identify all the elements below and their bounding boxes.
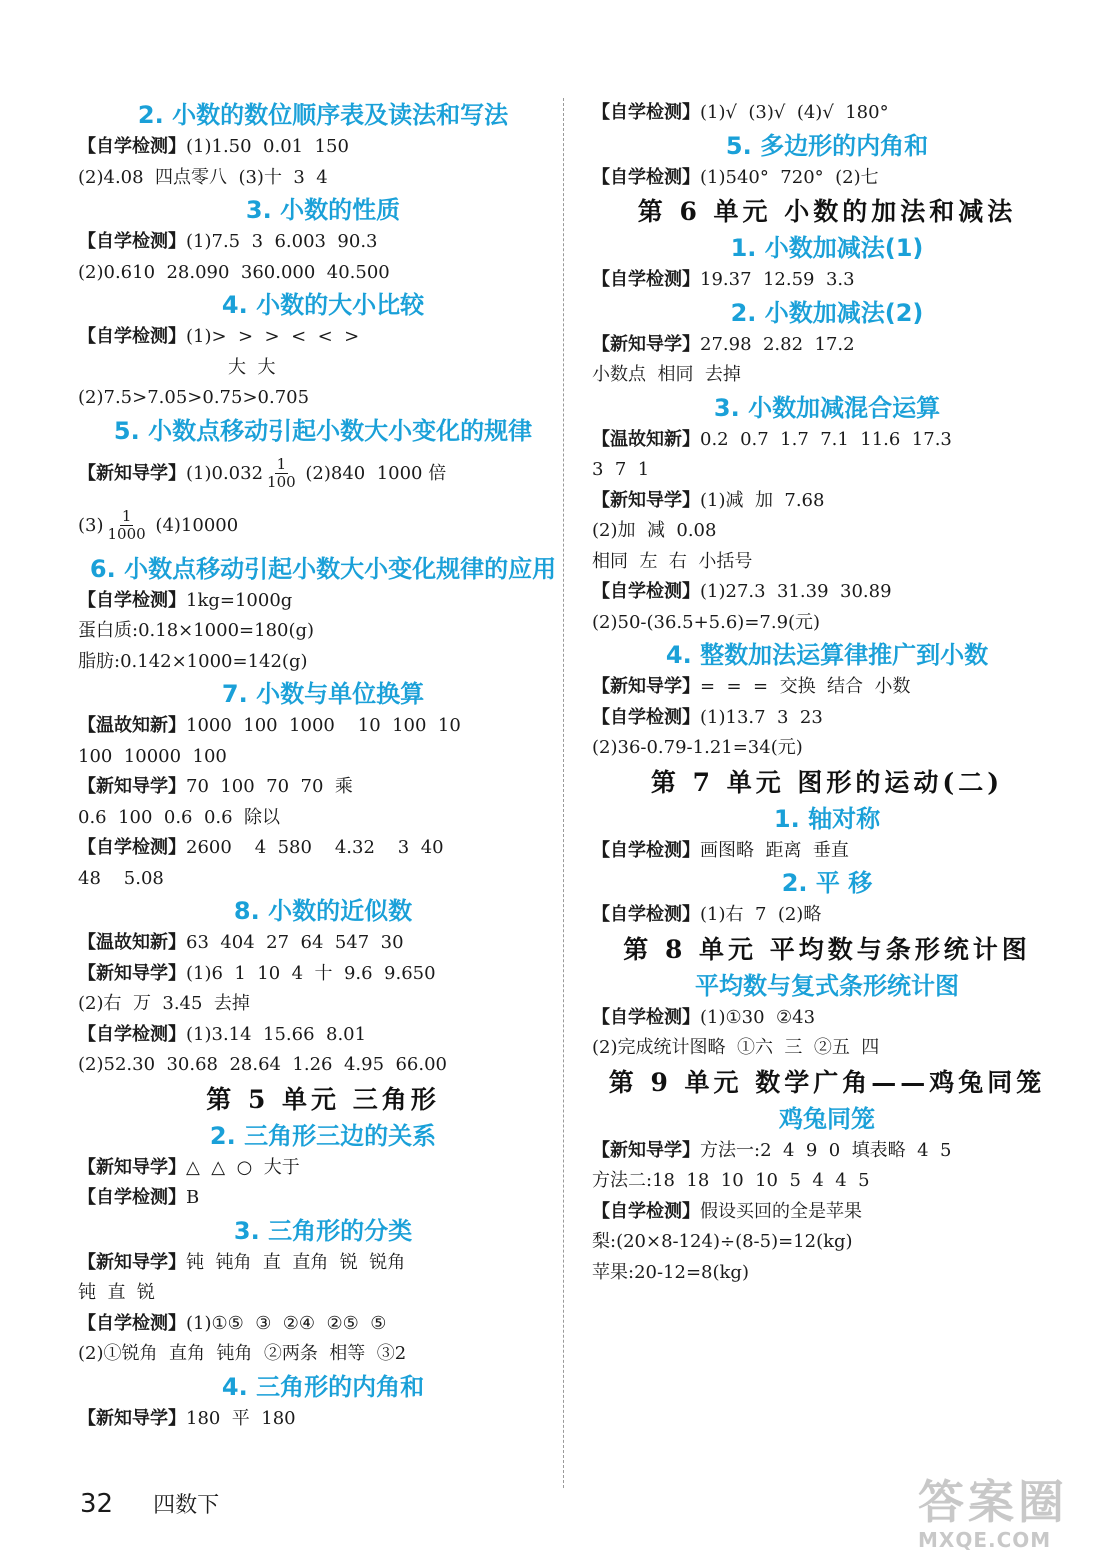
answer-label: 【自学检测】 bbox=[592, 839, 700, 861]
answer-line: (2)7.5>7.05>0.75>0.705 bbox=[78, 387, 310, 408]
answer-label: 【新知导学】 bbox=[592, 1139, 700, 1161]
watermark-url: MXQE.COM bbox=[918, 1528, 1052, 1552]
answer-line: 方法二:18 18 10 10 5 4 4 5 bbox=[592, 1170, 870, 1191]
answer-line: 相同 左 右 小括号 bbox=[592, 550, 753, 572]
section-title: 3. 小数的性质 bbox=[245, 196, 401, 224]
answer-line: 【自学检测】1kg=1000g bbox=[78, 589, 293, 611]
answer-label: 【自学检测】 bbox=[78, 1312, 186, 1334]
answer-label: 【自学检测】 bbox=[592, 102, 700, 123]
unit-title: 第 7 单元 图形的运动(二) bbox=[650, 767, 1004, 797]
answer-line: 【自学检测】(1)> > > < < > bbox=[78, 326, 360, 347]
answer-line: 蛋白质:0.18×1000=180(g) bbox=[78, 620, 315, 641]
answer-line: 脂肪:0.142×1000=142(g) bbox=[78, 650, 308, 672]
section-title: 1. 小数加减法(1) bbox=[730, 234, 924, 262]
answer-line: 【新知导学】钝 钝角 直 直角 锐 锐角 bbox=[78, 1251, 406, 1273]
answer-line: 【自学检测】(1)√ (3)√ (4)√ 180° bbox=[592, 102, 889, 123]
answer-label: 【自学检测】 bbox=[592, 166, 700, 188]
section-title: 1. 轴对称 bbox=[773, 804, 881, 833]
answer-label: 【新知导学】 bbox=[78, 962, 186, 984]
fraction: $\frac{1}{1000}$ bbox=[107, 507, 146, 543]
answer-line: 大 大 bbox=[228, 356, 276, 378]
answer-line: 【新知导学】= = = 交换 结合 小数 bbox=[592, 676, 911, 697]
answer-label: 【新知导学】 bbox=[78, 1156, 186, 1178]
answer-line: (2)36-0.79-1.21=34(元) bbox=[592, 737, 803, 758]
page-number: 32 bbox=[80, 1489, 114, 1519]
answer-line: 100 10000 100 bbox=[78, 745, 227, 767]
section-title: 3. 小数加减混合运算 bbox=[713, 393, 941, 422]
right-column bbox=[592, 98, 1062, 1288]
answer-line: (2)50-(36.5+5.6)=7.9(元) bbox=[592, 611, 821, 633]
answer-line: 【新知导学】△ △ ○ 大于 bbox=[78, 1156, 300, 1178]
answer-line: (3) $\frac{1}{1000}$ (4)10000 bbox=[78, 507, 239, 543]
answer-label: 【自学检测】 bbox=[78, 837, 186, 858]
section-title: 5. 多边形的内角和 bbox=[725, 131, 929, 160]
answer-line: 【新知导学】180 平 180 bbox=[78, 1407, 296, 1429]
answer-line: 【自学检测】画图略 距离 垂直 bbox=[592, 839, 849, 861]
answer-line: (2)完成统计图略 ①六 三 ②五 四 bbox=[592, 1037, 880, 1058]
answer-line: (2)加 减 0.08 bbox=[592, 520, 717, 541]
section-title: 8. 小数的近似数 bbox=[233, 897, 413, 925]
answer-line: 48 5.08 bbox=[78, 867, 164, 889]
answer-label: 【自学检测】 bbox=[592, 269, 700, 290]
answer-line: 【新知导学】27.98 2.82 17.2 bbox=[592, 333, 855, 355]
section-title: 4. 三角形的内角和 bbox=[221, 1372, 425, 1401]
answer-label: 【自学检测】 bbox=[78, 1023, 186, 1045]
answer-line: 梨:(20×8-124)÷(8-5)=12(kg) bbox=[592, 1231, 853, 1252]
unit-title: 第 6 单元 小数的加法和减法 bbox=[637, 197, 1017, 226]
left-column bbox=[78, 98, 568, 1434]
section-title: 7. 小数与单位换算 bbox=[221, 680, 425, 708]
section-title: 2. 三角形三边的关系 bbox=[209, 1121, 437, 1150]
section-title: 平均数与复式条形统计图 bbox=[695, 971, 959, 1000]
answer-label: 【自学检测】 bbox=[78, 231, 186, 252]
answer-label: 【新知导学】 bbox=[592, 489, 700, 511]
unit-title: 第 8 单元 平均数与条形统计图 bbox=[623, 934, 1031, 964]
answer-label: 【自学检测】 bbox=[78, 589, 186, 611]
answer-line: 【自学检测】B bbox=[78, 1187, 200, 1208]
answer-line: 【自学检测】(1)①30 ②43 bbox=[592, 1006, 816, 1028]
answer-line: 【新知导学】方法一:2 4 9 0 填表略 4 5 bbox=[592, 1139, 952, 1161]
answer-line: 【自学检测】19.37 12.59 3.3 bbox=[592, 269, 855, 290]
answer-line: 0.6 100 0.6 0.6 除以 bbox=[78, 806, 281, 828]
answer-line: 【自学检测】2600 4 580 4.32 3 40 bbox=[78, 837, 444, 858]
answer-line: 钝 直 锐 bbox=[78, 1282, 155, 1303]
answer-line: (2)4.08 四点零八 (3)十 3 4 bbox=[78, 166, 328, 188]
answer-label: 【新知导学】 bbox=[592, 676, 700, 697]
answer-line: 【自学检测】(1)13.7 3 23 bbox=[592, 706, 823, 728]
unit-title: 第 5 单元 三角形 bbox=[206, 1084, 440, 1114]
section-title: 鸡兔同笼 bbox=[779, 1104, 875, 1133]
answer-line: 【自学检测】(1)1.50 0.01 150 bbox=[78, 136, 349, 157]
section-title: 2. 小数加减法(2) bbox=[730, 298, 924, 327]
answer-line: 【自学检测】(1)27.3 31.39 30.89 bbox=[592, 581, 892, 602]
answer-label: 【温故知新】 bbox=[78, 932, 186, 953]
answer-label: 【自学检测】 bbox=[78, 1187, 186, 1208]
answer-line: (2)0.610 28.090 360.000 40.500 bbox=[78, 261, 390, 283]
answer-label: 【自学检测】 bbox=[592, 1006, 700, 1028]
answer-line: 【自学检测】假设买回的全是苹果 bbox=[592, 1200, 862, 1222]
fraction: $\frac{1}{100}$ bbox=[267, 455, 296, 491]
answer-label: 【自学检测】 bbox=[592, 581, 700, 602]
answer-line: 【自学检测】(1)540° 720° (2)七 bbox=[592, 166, 879, 188]
answer-line: 3 7 1 bbox=[592, 459, 650, 480]
answer-line: (2)52.30 30.68 28.64 1.26 4.95 66.00 bbox=[78, 1054, 447, 1075]
section-title: 3. 三角形的分类 bbox=[233, 1216, 413, 1245]
answer-label: 【温故知新】 bbox=[78, 715, 186, 736]
watermark-text: 答案圈 bbox=[918, 1475, 1068, 1529]
answer-label: 【新知导学】 bbox=[78, 1251, 186, 1273]
section-title: 5. 小数点移动引起小数大小变化的规律 bbox=[113, 416, 533, 445]
answer-label: 【新知导学】 bbox=[592, 333, 700, 355]
answer-label: 【自学检测】 bbox=[592, 706, 700, 728]
book-title: 四数下 bbox=[153, 1493, 220, 1518]
answer-label: 【自学检测】 bbox=[592, 904, 700, 925]
answer-line: 小数点 相同 去掉 bbox=[592, 364, 741, 385]
answer-label: 【新知导学】 bbox=[78, 1407, 186, 1429]
answer-line: (2)右 万 3.45 去掉 bbox=[78, 993, 250, 1014]
section-title: 2. 平 移 bbox=[781, 869, 873, 897]
section-title: 4. 小数的大小比较 bbox=[221, 291, 425, 319]
answer-label: 【新知导学】 bbox=[78, 462, 186, 484]
answer-label: 【新知导学】 bbox=[78, 776, 186, 797]
unit-title: 第 9 单元 数学广角——鸡兔同笼 bbox=[608, 1067, 1046, 1097]
answer-line: 【新知导学】(1)减 加 7.68 bbox=[592, 489, 825, 511]
answer-line: 【温故知新】1000 100 1000 10 100 10 bbox=[78, 715, 461, 736]
answer-line: 【温故知新】0.2 0.7 1.7 7.1 11.6 17.3 bbox=[592, 428, 952, 450]
watermark bbox=[918, 1476, 1068, 1552]
answer-line: 苹果:20-12=8(kg) bbox=[592, 1261, 749, 1283]
answer-line: 【新知导学】(1)6 1 10 4 十 9.6 9.650 bbox=[78, 962, 436, 984]
answer-label: 【自学检测】 bbox=[78, 136, 186, 157]
answer-label: 【温故知新】 bbox=[592, 428, 700, 450]
answer-line: 【自学检测】(1)7.5 3 6.003 90.3 bbox=[78, 231, 378, 252]
answer-label: 【自学检测】 bbox=[592, 1200, 700, 1222]
answer-line: (2)①锐角 直角 钝角 ②两条 相等 ③2 bbox=[78, 1343, 407, 1364]
answer-line: 【自学检测】(1)右 7 (2)略 bbox=[592, 904, 822, 925]
answer-line: 【新知导学】(1)0.032 $\frac{1}{100}$ (2)840 1000 倍 bbox=[78, 455, 447, 491]
answer-line: 【新知导学】70 100 70 70 乘 bbox=[78, 776, 353, 797]
answer-line: 【自学检测】(1)①⑤ ③ ②④ ②⑤ ⑤ bbox=[78, 1312, 387, 1334]
answer-line: 【自学检测】(1)3.14 15.66 8.01 bbox=[78, 1023, 367, 1045]
answer-label: 【自学检测】 bbox=[78, 326, 186, 347]
page-footer bbox=[80, 1488, 219, 1519]
section-title: 2. 小数的数位顺序表及读法和写法 bbox=[137, 101, 509, 129]
section-title: 4. 整数加法运算律推广到小数 bbox=[665, 641, 989, 669]
answer-line: 【温故知新】63 404 27 64 547 30 bbox=[78, 932, 404, 953]
section-title: 6. 小数点移动引起小数大小变化规律的应用 bbox=[89, 554, 557, 583]
